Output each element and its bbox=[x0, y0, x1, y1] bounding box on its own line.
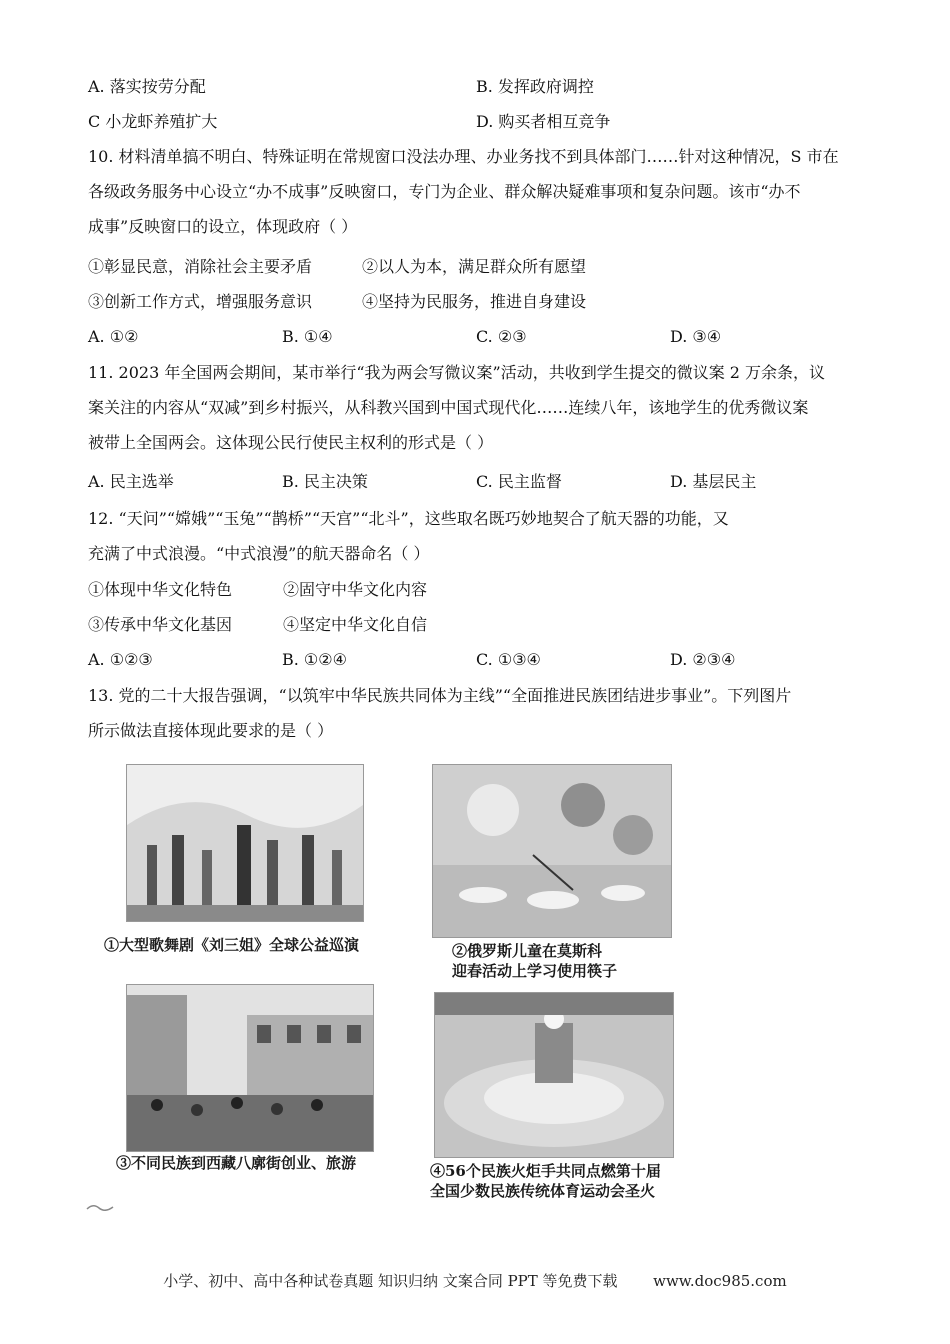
q11-stem-line: 案关注的内容从“双减”到乡村振兴，从科教兴国到中国式现代化……连续八年，该地学生的优秀微议案 bbox=[88, 398, 809, 417]
q10-option-b: B. ①④ bbox=[282, 327, 333, 346]
q9-option-b: B. 发挥政府调控 bbox=[476, 77, 594, 96]
figure-1-photo bbox=[126, 764, 364, 922]
q10-stem bbox=[88, 146, 866, 251]
q10-stem-line: 成事”反映窗口的设立，体现政府（ ） bbox=[88, 217, 358, 236]
q11-stem-line: 11. 2023 年全国两会期间，某市举行“我为两会写微议案”活动，共收到学生提交的微议案 2 万余条，议 bbox=[88, 363, 826, 382]
q10-statement-2: ②以人为本，满足群众所有愿望 bbox=[362, 257, 587, 276]
q12-stem bbox=[88, 508, 866, 578]
q9-option-d: D. 购买者相互竞争 bbox=[476, 112, 611, 131]
figure-4-caption-line-2: 全国少数民族传统体育运动会圣火 bbox=[430, 1182, 656, 1200]
figure-2-photo bbox=[432, 764, 672, 938]
q13-stem-line: 13. 党的二十大报告强调，“以筑牢中华民族共同体为主线”“全面推进民族团结进步事业”。下列图片 bbox=[88, 686, 792, 705]
q12-statement-2: ②固守中华文化内容 bbox=[283, 580, 428, 599]
q10-statement-1: ①彰显民意，消除社会主要矛盾 bbox=[88, 257, 313, 276]
q10-statement-4: ④坚持为民服务，推进自身建设 bbox=[362, 292, 587, 311]
q12-option-b: B. ①②④ bbox=[282, 650, 347, 669]
page-footer bbox=[0, 1270, 950, 1291]
q12-option-a: A. ①②③ bbox=[88, 650, 153, 669]
scan-mark bbox=[86, 1203, 114, 1211]
q12-statement-1: ①体现中华文化特色 bbox=[88, 580, 233, 599]
q11-option-d: D. 基层民主 bbox=[670, 472, 757, 491]
barkhor-street-image bbox=[127, 985, 373, 1151]
q11-stem-line: 被带上全国两会。这体现公民行使民主权利的形式是（ ） bbox=[88, 433, 494, 452]
figure-2 bbox=[430, 764, 680, 984]
q11-stem bbox=[88, 362, 866, 467]
q10-statement-3: ③创新工作方式，增强服务意识 bbox=[88, 292, 313, 311]
stage-performance-image bbox=[127, 765, 363, 921]
footer-text: 小学、初中、高中各种试卷真题 知识归纳 文案合同 PPT 等免费下载 bbox=[163, 1272, 618, 1290]
figure-4 bbox=[426, 988, 686, 1208]
torch-ceremony-image bbox=[435, 993, 673, 1157]
q12-statement-3: ③传承中华文化基因 bbox=[88, 615, 233, 634]
figure-1-caption: ①大型歌舞剧《刘三姐》全球公益巡演 bbox=[104, 936, 360, 954]
q12-statement-4: ④坚定中华文化自信 bbox=[283, 615, 428, 634]
q10-stem-line: 各级政务服务中心设立“办不成事”反映窗口，专门为企业、群众解决疑难事项和复杂问题。该市“办不 bbox=[88, 182, 801, 201]
children-chopsticks-image bbox=[433, 765, 671, 937]
q12-stem-line: 充满了中式浪漫。“中式浪漫”的航天器命名（ ） bbox=[88, 544, 430, 563]
q9-option-c: C 小龙虾养殖扩大 bbox=[88, 112, 218, 131]
figure-2-caption-line-2: 迎春活动上学习使用筷子 bbox=[452, 962, 618, 980]
q10-option-a: A. ①② bbox=[88, 327, 139, 346]
figure-3 bbox=[110, 982, 380, 1182]
q10-stem-line: 10. 材料清单搞不明白、特殊证明在常规窗口没法办理、办业务找不到具体部门……针对这种情况，S 市在 bbox=[88, 147, 839, 166]
figure-4-caption-line-1: ④56个民族火炬手共同点燃第十届 bbox=[430, 1162, 661, 1180]
q11-option-c: C. 民主监督 bbox=[476, 472, 562, 491]
q11-option-a: A. 民主选举 bbox=[88, 472, 174, 491]
figure-3-caption: ③不同民族到西藏八廓街创业、旅游 bbox=[116, 1154, 357, 1172]
q13-stem bbox=[88, 685, 866, 755]
q12-stem-line: 12. “天问”“嫦娥”“玉兔”“鹊桥”“天宫”“北斗”，这些取名既巧妙地契合了航天器的功能，又 bbox=[88, 509, 729, 528]
figure-1 bbox=[98, 760, 398, 970]
q10-option-d: D. ③④ bbox=[670, 327, 722, 346]
q10-option-c: C. ②③ bbox=[476, 327, 527, 346]
footer-url[interactable]: www.doc985.com bbox=[653, 1272, 787, 1290]
q13-stem-line: 所示做法直接体现此要求的是（ ） bbox=[88, 721, 334, 740]
q11-option-b: B. 民主决策 bbox=[282, 472, 368, 491]
q12-option-c: C. ①③④ bbox=[476, 650, 541, 669]
q12-option-d: D. ②③④ bbox=[670, 650, 736, 669]
figure-4-photo bbox=[434, 992, 674, 1158]
figure-3-photo bbox=[126, 984, 374, 1152]
q9-option-a: A. 落实按劳分配 bbox=[88, 77, 206, 96]
figure-2-caption-line-1: ②俄罗斯儿童在莫斯科 bbox=[452, 942, 603, 960]
